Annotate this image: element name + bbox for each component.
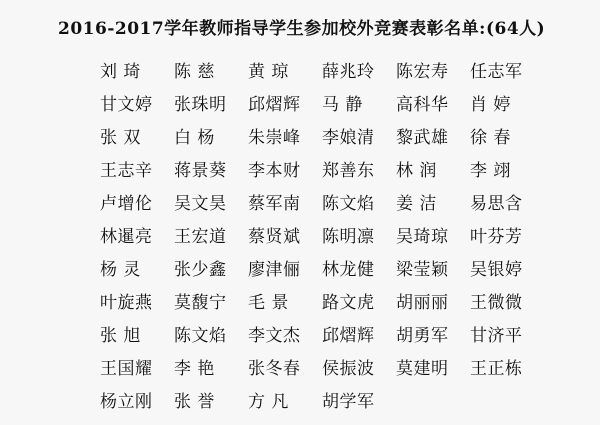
teacher-name: 甘济平: [470, 326, 523, 346]
teacher-name: 甘文婷: [100, 95, 153, 115]
teacher-name: 张 旭: [100, 326, 141, 346]
teacher-name: 路文虎: [322, 293, 375, 313]
teacher-name: 王宏道: [174, 227, 227, 247]
teacher-name: 李娘清: [322, 128, 375, 148]
teacher-name: 王微微: [470, 293, 523, 313]
teacher-name: 蒋景葵: [174, 161, 227, 181]
teacher-name: 卢增伦: [100, 194, 153, 214]
teacher-name: 张冬春: [248, 359, 301, 379]
teacher-name: 刘 琦: [100, 62, 141, 82]
teacher-name: 黄 琼: [248, 62, 289, 82]
teacher-name: 梁莹颖: [396, 260, 449, 280]
teacher-name: 王正栋: [470, 359, 523, 379]
teacher-name: 胡丽丽: [396, 293, 449, 313]
teacher-name: 王志辛: [100, 161, 153, 181]
teacher-name: 张少鑫: [174, 260, 227, 280]
teacher-name: 胡勇军: [396, 326, 449, 346]
teacher-name: 王国耀: [100, 359, 153, 379]
teacher-name: 蔡贤斌: [248, 227, 301, 247]
teacher-name: 莫建明: [396, 359, 449, 379]
teacher-name: 吴琦琼: [396, 227, 449, 247]
teacher-name: 陈文焰: [174, 326, 227, 346]
teacher-name: 吴文昊: [174, 194, 227, 214]
teacher-name: 林龙健: [322, 260, 375, 280]
teacher-name: 张 双: [100, 128, 141, 148]
teacher-name: 邱熠辉: [248, 95, 301, 115]
teacher-name: 毛 景: [248, 293, 289, 313]
teacher-name: 马 静: [322, 95, 363, 115]
teacher-name: 李 翊: [470, 161, 511, 181]
document-title: 2016-2017学年教师指导学生参加校外竞赛表彰名单:(64人): [58, 19, 546, 39]
teacher-name: 方 凡: [248, 392, 289, 412]
teacher-name: 姜 洁: [396, 194, 437, 214]
teacher-name: 郑善东: [322, 161, 375, 181]
teacher-name: 高科华: [396, 95, 449, 115]
teacher-name: 徐 春: [470, 128, 511, 148]
teacher-name: 张 誉: [174, 392, 215, 412]
teacher-name: 陈宏寿: [396, 62, 449, 82]
teacher-name: 蔡军南: [248, 194, 301, 214]
teacher-name: 林 润: [396, 161, 437, 181]
teacher-name: 黎武雄: [396, 128, 449, 148]
teacher-name: 陈 慈: [174, 62, 215, 82]
teacher-name: 李本财: [248, 161, 301, 181]
teacher-name: 廖津俪: [248, 260, 301, 280]
teacher-name: 白 杨: [174, 128, 215, 148]
teacher-name: 李 艳: [174, 359, 215, 379]
teacher-name: 肖 婷: [470, 95, 511, 115]
teacher-name: 李文杰: [248, 326, 301, 346]
teacher-name: 胡学军: [322, 392, 375, 412]
teacher-name: 林暹亮: [100, 227, 153, 247]
teacher-name: 薛兆玲: [322, 62, 375, 82]
teacher-name: 叶芬芳: [470, 227, 523, 247]
teacher-name: 陈文焰: [322, 194, 375, 214]
teacher-name: 张珠明: [174, 95, 227, 115]
teacher-name: 朱崇峰: [248, 128, 301, 148]
teacher-name: 任志军: [470, 62, 523, 82]
teacher-name: 杨立刚: [100, 392, 153, 412]
teacher-name: 易思含: [470, 194, 523, 214]
teacher-name: 陈明凛: [322, 227, 375, 247]
teacher-name: 叶旋燕: [100, 293, 153, 313]
teacher-name: 杨 灵: [100, 260, 141, 280]
name-grid: [100, 56, 540, 419]
teacher-name: 吴银婷: [470, 260, 523, 280]
teacher-name: 莫馥宁: [174, 293, 227, 313]
teacher-name: 侯振波: [322, 359, 375, 379]
teacher-name: 邱熠辉: [322, 326, 375, 346]
